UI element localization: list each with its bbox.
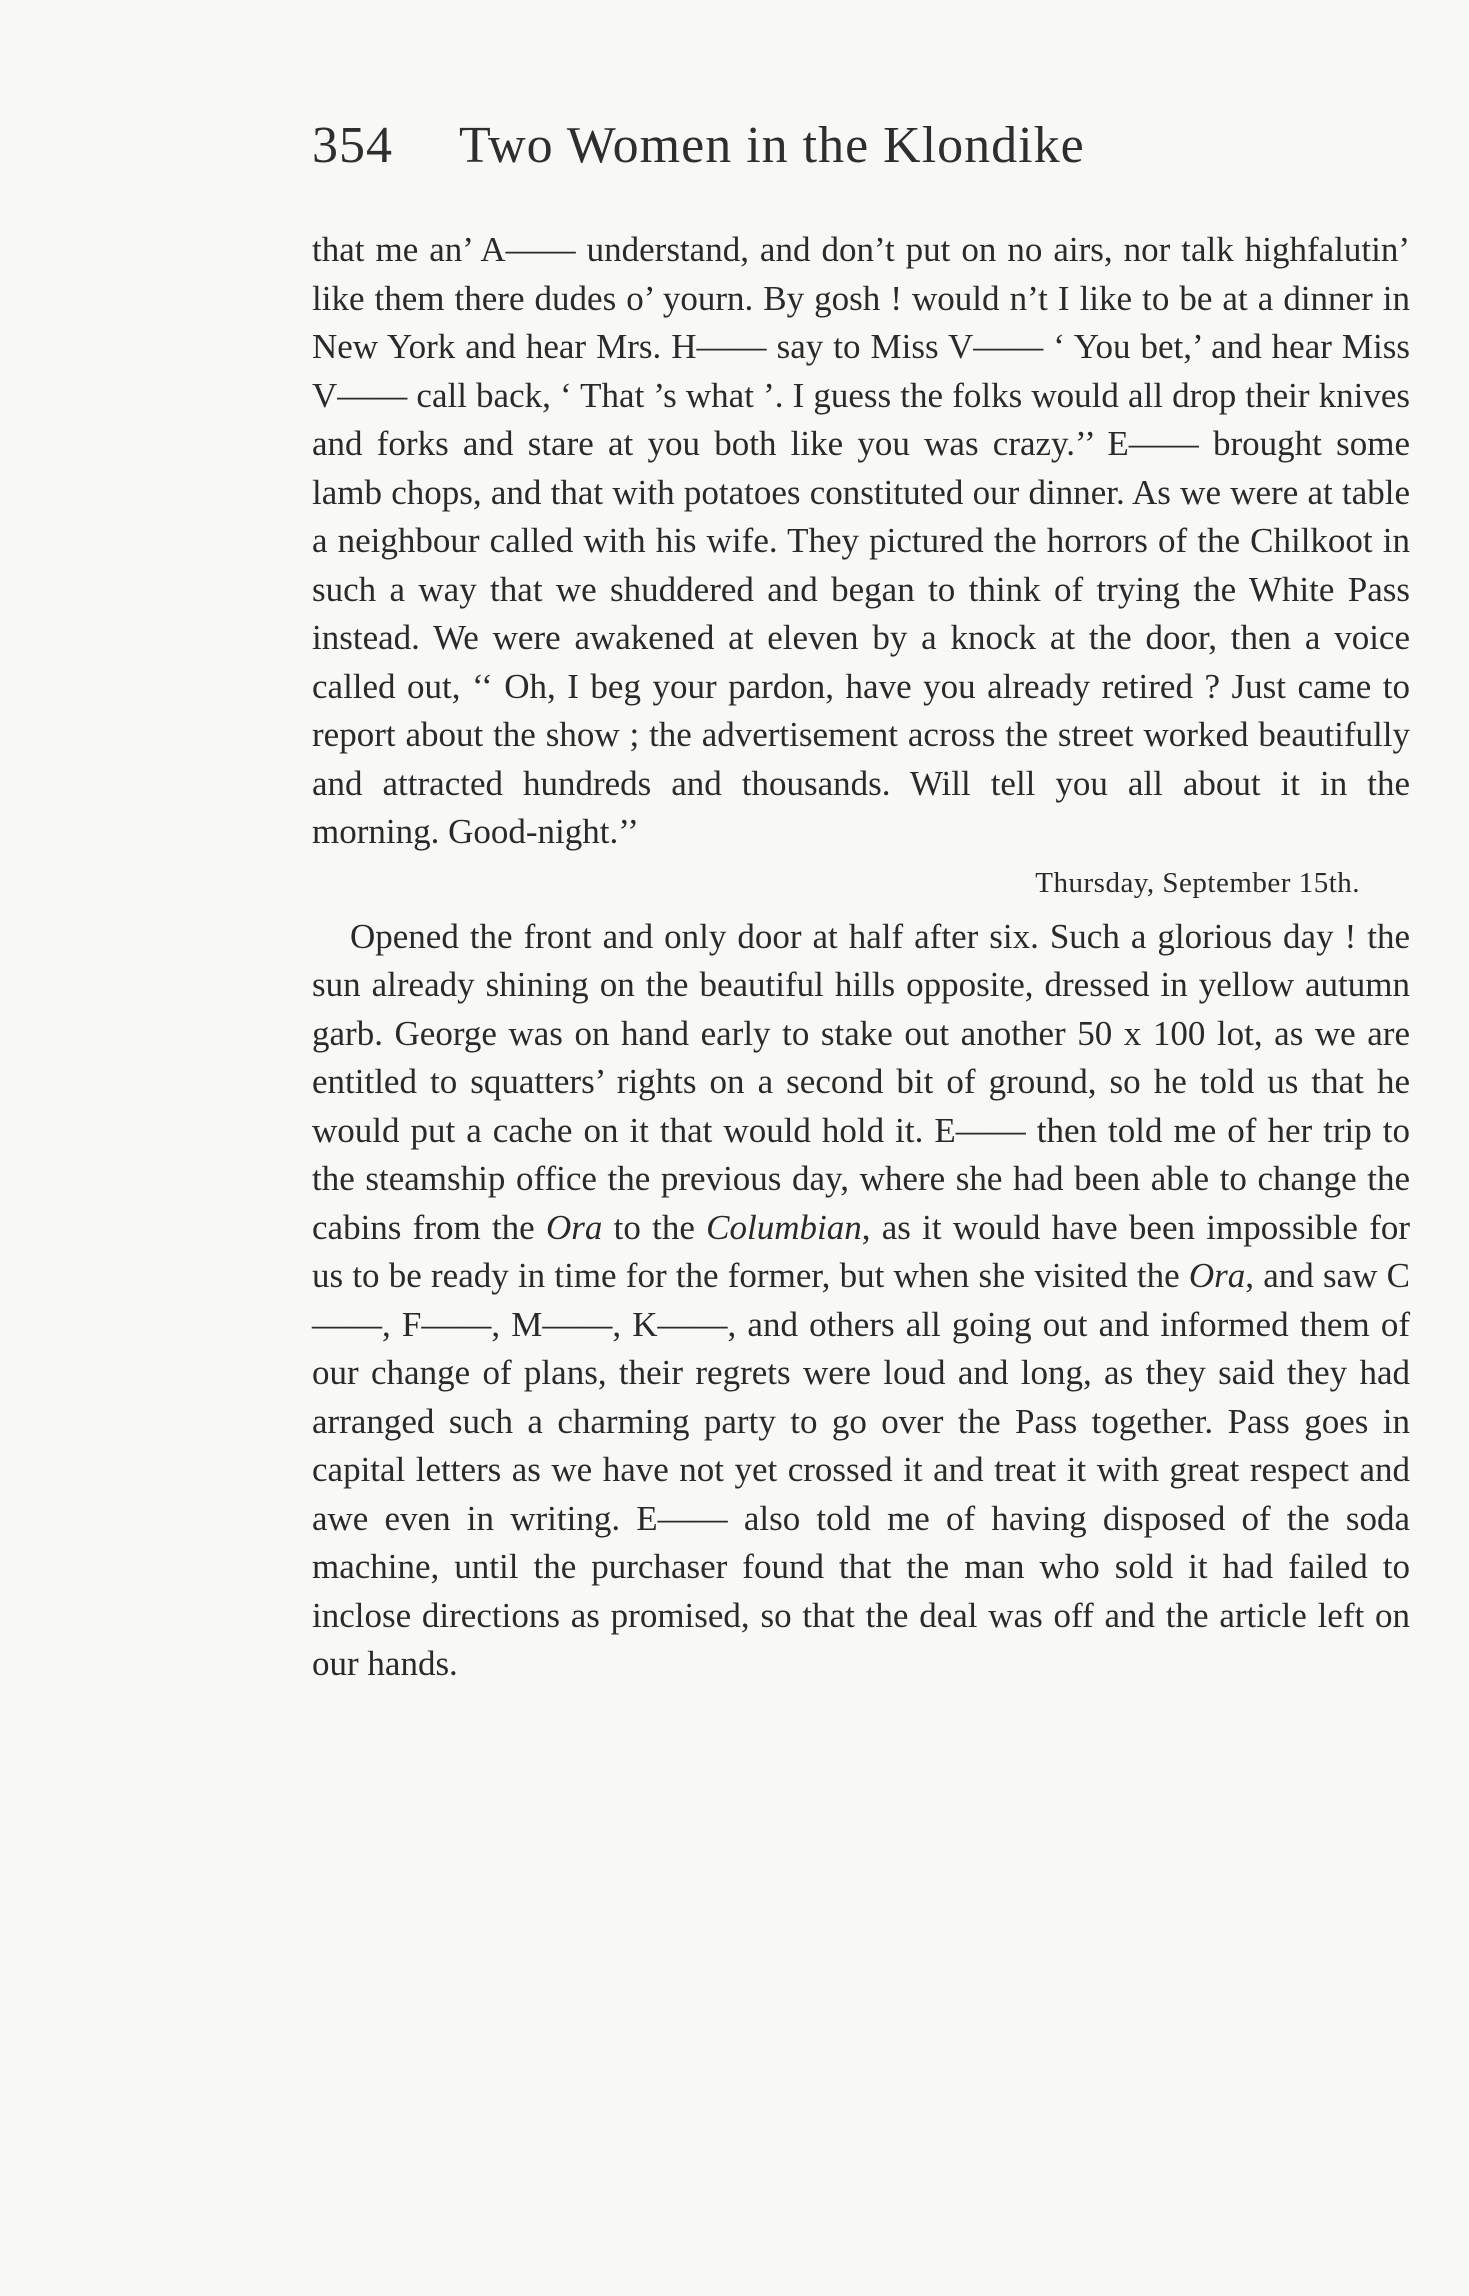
- ship-name-columbian: Columbian: [706, 1207, 862, 1247]
- paragraph-text-segment: , and saw C——, F——, M——, K——, and others all going out and informed them of our change of plans, their regrets were loud and long, as they said they had arranged such a charming party to go over the Pass together. Pass goes in capital letters as we have not yet crossed it and treat it with great respect and awe even in writing. E—— also told me of having disposed of the soda machine, until the purchaser found that the man who sold it had failed to inclose directions as promised, so that the deal was off and the article left on our hands.: [312, 1256, 1410, 1683]
- ship-name-ora: Ora: [545, 1207, 603, 1247]
- paragraph-text-segment: to the: [602, 1207, 707, 1247]
- paragraph-text-segment: , as it would have been impossible for us to be ready in time for the former, but when she visited the: [312, 1207, 1411, 1295]
- paragraph-diary-entry: [312, 913, 1410, 1689]
- page-number: 354: [312, 117, 393, 174]
- running-title: Two Women in the Klondike: [459, 117, 1085, 174]
- diary-date-heading: Thursday, September 15th.: [1035, 866, 1360, 899]
- page-header: [312, 116, 1232, 186]
- paragraph-continued: that me an’ A—— understand, and don’t put on no airs, nor talk highfalutin’ like them there dudes o’ yourn. By gosh ! would n’t I like to be at a dinner in New York and hear Mrs. H—— say to Miss V—— ‘ You bet,’ and hear Miss V—— call back, ‘ That ’s what ’. I guess the folks would all drop their knives and forks and stare at you both like you was crazy.’’ E—— brought some lamb chops, and that with potatoes constituted our dinner. As we were at table a neighbour called with his wife. They pictured the horrors of the Chilkoot in such a way that we shuddered and began to think of trying the White Pass instead. We were awakened at eleven by a knock at the door, then a voice called out, ‘‘ Oh, I beg your pardon, have you already retired ? Just came to report about the show ; the advertisement across the street worked beautifully and attracted hundreds and thousands. Will tell you all about it in the morning. Good-night.’’: [312, 230, 1410, 851]
- ship-name-ora: Ora: [1188, 1256, 1246, 1295]
- paragraph-text-segment: Opened the front and only door at half after six. Such a glorious day ! the sun already shining on the beautiful hills opposite, dressed in yellow autumn garb. George was on hand early to stake out another 50 x 100 lot, as we are entitled to squatters’ rights on a second bit of ground, so he told us that he would put a cache on it that would hold it. E—— then told me of her trip to the steamship office the previous day, where she had been able to change the cabins from the: [312, 916, 1410, 1247]
- body-text: [312, 226, 1410, 1689]
